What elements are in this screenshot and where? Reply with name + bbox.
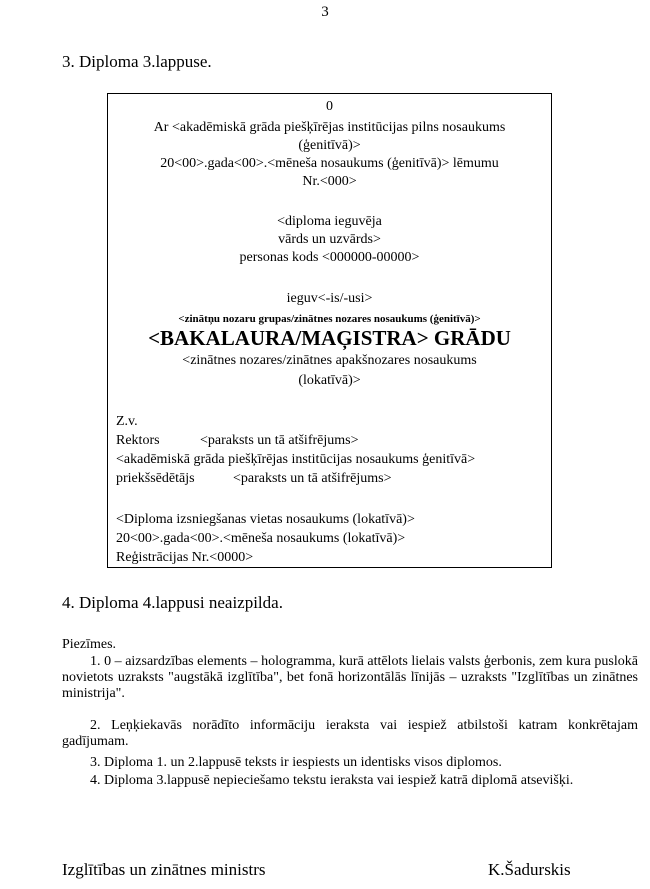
section-4-heading: 4. Diploma 4.lappusi neaizpilda. bbox=[62, 593, 283, 612]
note-item: 2. Leņķiekavās norādīto informāciju ieraksta vai iespiež atbilstoši katram konkrētajam gadījumam. bbox=[62, 718, 638, 749]
rector-role: Rektors bbox=[116, 433, 160, 448]
diploma-line: 20<00>.gada<00>.<mēneša nosaukums (ģenitīvā)> lēmumu bbox=[160, 156, 499, 171]
chair-signature: <paraksts un tā atšifrējums> bbox=[233, 471, 392, 486]
diploma-line: Nr.<000> bbox=[302, 174, 357, 189]
degree-title: <BAKALAURA/MAĢISTRA> GRĀDU bbox=[148, 326, 511, 350]
issue-place-line: <Diploma izsniegšanas vietas nosaukums (lokatīvā)> bbox=[116, 512, 415, 527]
diploma-line: personas kods <000000-00000> bbox=[239, 250, 420, 265]
diploma-line: ieguv<-is/-usi> bbox=[286, 291, 373, 306]
institution-line: <akadēmiskā grāda piešķīrējas institūcijas nosaukums ģenitīvā> bbox=[116, 452, 476, 467]
note-item: 4. Diploma 3.lappusē nepieciešamo tekstu ieraksta vai iespiež katrā diplomā atsevišķi. bbox=[90, 773, 574, 788]
signatory-position: Izglītības un zinātnes ministrs bbox=[62, 860, 266, 879]
section-3-heading: 3. Diploma 3.lappuse. bbox=[62, 52, 212, 71]
issue-date-line: 20<00>.gada<00>.<mēneša nosaukums (lokatīvā)> bbox=[116, 531, 406, 546]
diploma-line: (ģenitīvā)> bbox=[298, 138, 361, 153]
notes-title: Piezīmes. bbox=[62, 637, 117, 652]
chair-role: priekšsēdētājs bbox=[116, 471, 195, 486]
registration-line: Reģistrācijas Nr.<0000> bbox=[116, 550, 254, 565]
diploma-line: vārds un uzvārds> bbox=[278, 232, 381, 247]
diploma-line: <zinātnes nozares/zinātnes apakšnozares nosaukums bbox=[182, 353, 477, 368]
note-item: 3. Diploma 1. un 2.lappusē teksts ir iespiests un identisks visos diplomos. bbox=[90, 755, 502, 770]
rector-signature: <paraksts un tā atšifrējums> bbox=[200, 433, 359, 448]
diploma-line: Ar <akadēmiskā grāda piešķīrējas institūcijas pilns nosaukums bbox=[153, 120, 506, 135]
note-item: 1. 0 – aizsardzības elements – hologramma, kurā attēlots lielais valsts ģerbonis, zem kura puslokā novietots uzraksts "augstākā izglītība", bet fonā horizontālās līnijās – uzraksts "Izglītības un zinātnes ministrija". bbox=[62, 654, 638, 701]
page-number: 3 bbox=[321, 4, 329, 20]
signatory-name: K.Šadurskis bbox=[488, 860, 571, 879]
diploma-line: (lokatīvā)> bbox=[298, 373, 361, 388]
seal-place-label: Z.v. bbox=[116, 414, 138, 429]
diploma-line: <zinātņu nozaru grupas/zinātnes nozares nosaukums (ģenitīvā)> bbox=[178, 313, 481, 325]
hologram-marker: 0 bbox=[326, 99, 333, 114]
diploma-line: <diploma ieguvēja bbox=[277, 214, 382, 229]
diploma-page-frame bbox=[107, 93, 552, 568]
